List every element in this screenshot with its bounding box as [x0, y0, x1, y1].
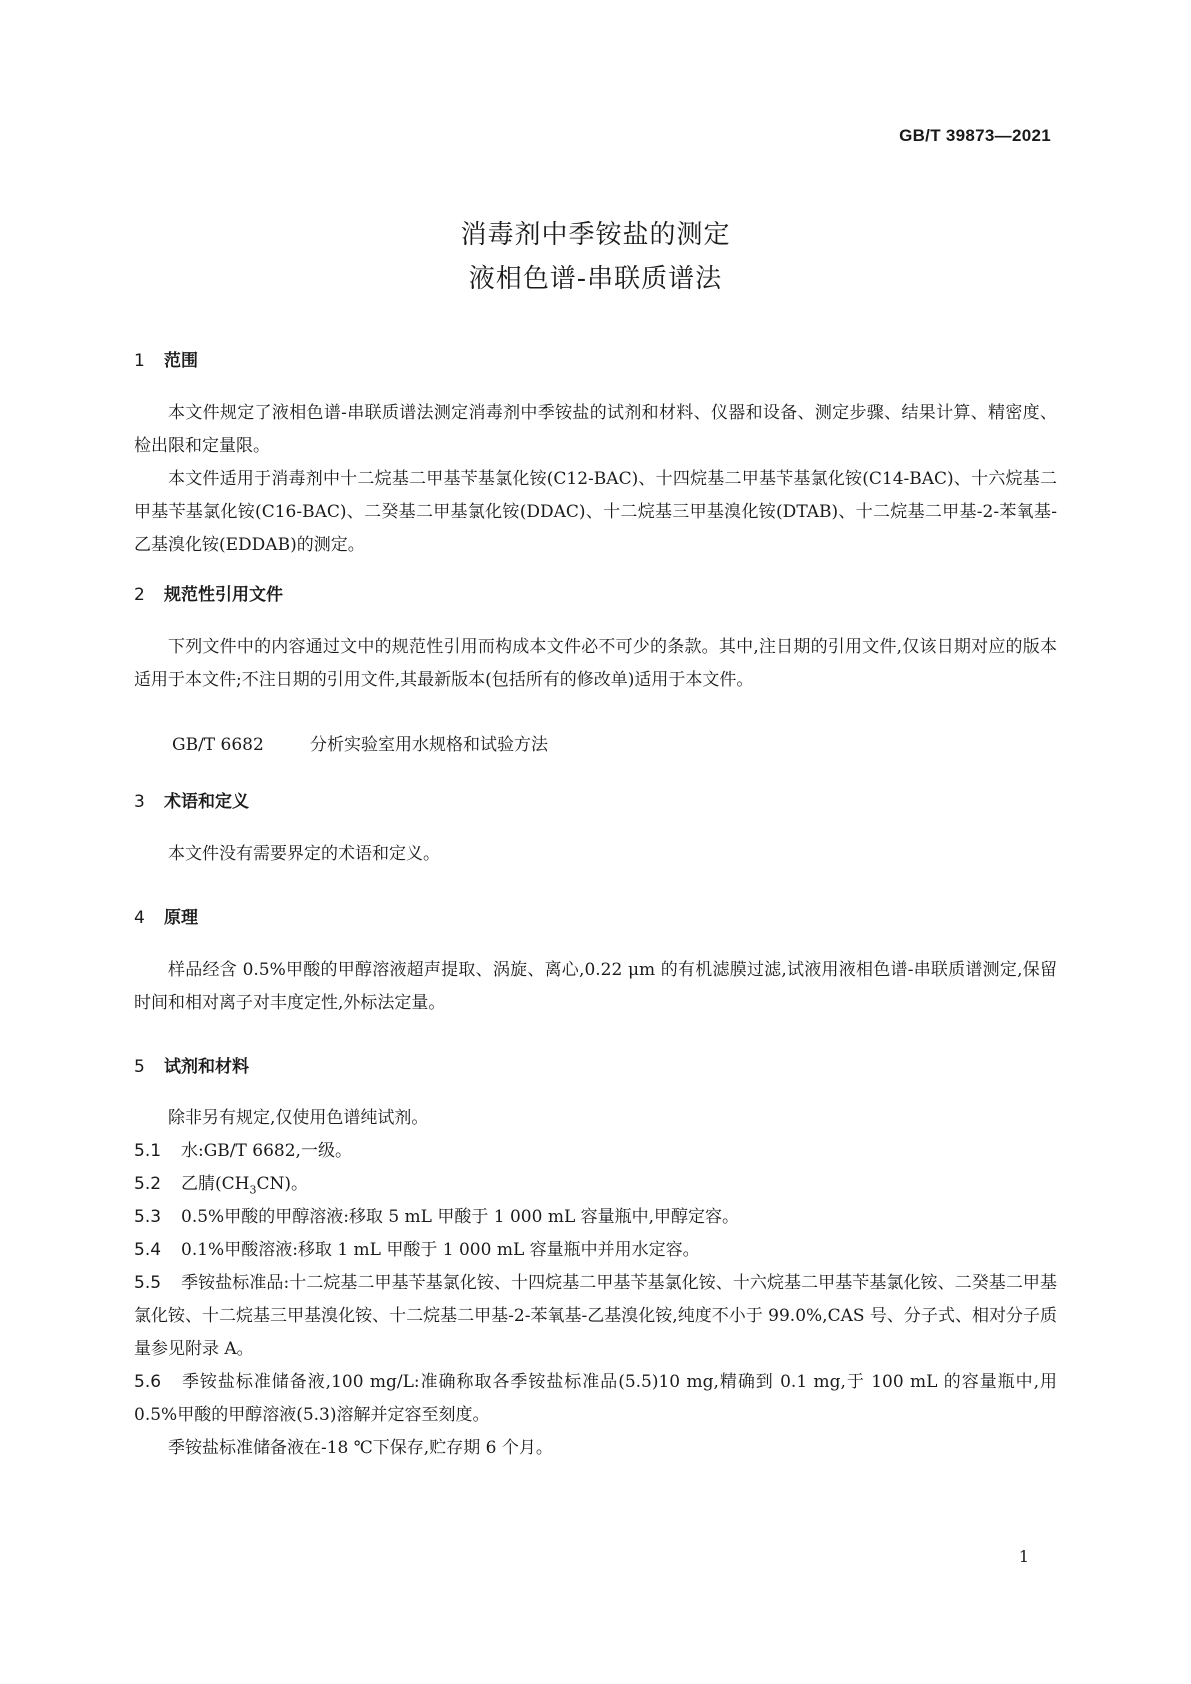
- section-3-paragraph-1: 本文件没有需要界定的术语和定义。: [168, 844, 440, 864]
- clause-number: 5.1: [134, 1141, 162, 1161]
- section-5-heading: [134, 1052, 249, 1077]
- section-title: 原理: [164, 908, 198, 928]
- section-title: 规范性引用文件: [164, 585, 283, 605]
- section-title: 范围: [164, 351, 198, 371]
- document-title: 消毒剂中季铵盐的测定: [460, 220, 731, 250]
- clause-number: 5.6: [134, 1372, 162, 1392]
- section-number: 5: [134, 1057, 145, 1077]
- clause-5-1: [134, 1135, 1057, 1168]
- section-4-heading: [134, 903, 198, 928]
- clause-text: 乙腈$(CH_3CN)$。: [181, 1174, 308, 1197]
- section-1-heading: [134, 346, 198, 371]
- section-1-paragraph-2: 本文件适用于消毒剂中十二烷基二甲基苄基氯化铵(C12-BAC)、十四烷基二甲基苄基氯化铵(C14-BAC)、十六烷基二甲基苄基氯化铵(C16-BAC)、二癸基二甲基氯化铵(DDAC)、十二烷基三甲基溴化铵(DTAB)、十二烷基二甲基-2-苯氧基-乙基溴化铵(EDDAB)的测定。: [134, 469, 1057, 555]
- clause-5-6: [134, 1366, 1057, 1432]
- section-3-heading: [134, 787, 249, 812]
- clause-5-4: [134, 1234, 1057, 1267]
- reference-code: GB/T 6682: [172, 735, 264, 755]
- clause-text: 水:GB/T 6682,一级。: [181, 1141, 352, 1161]
- section-title: 术语和定义: [164, 792, 249, 812]
- section-2-paragraph-1: 下列文件中的内容通过文中的规范性引用而构成本文件必不可少的条款。其中,注日期的引用文件,仅该日期对应的版本适用于本文件;不注日期的引用文件,其最新版本(包括所有的修改单)适用于本文件。: [134, 637, 1057, 690]
- document-subtitle: 液相色谱-串联质谱法: [468, 264, 723, 294]
- clause-text: 0.1%甲酸溶液:移取 1 mL 甲酸于 1 000 mL 容量瓶中并用水定容。: [181, 1240, 700, 1260]
- clause-text: 季铵盐标准储备液,100 mg/L:准确称取各季铵盐标准品(5.5)10 mg,精确到 0.1 mg,于 100 mL 的容量瓶中,用 0.5%甲酸的甲醇溶液(5.3)溶解并定容至刻度。: [134, 1372, 1057, 1425]
- clause-text: 0.5%甲酸的甲醇溶液:移取 5 mL 甲酸于 1 000 mL 容量瓶中,甲醇定容。: [181, 1207, 740, 1227]
- standard-code: GB/T 39873—2021: [899, 126, 1051, 145]
- section-4-paragraph-1: 样品经含 0.5%甲酸的甲醇溶液超声提取、涡旋、离心,0.22 μm 的有机滤膜过滤,试液用液相色谱-串联质谱测定,保留时间和相对离子对丰度定性,外标法定量。: [134, 960, 1057, 1013]
- clause-number: 5.5: [134, 1273, 162, 1293]
- section-number: 2: [134, 585, 145, 605]
- clause-number: 5.3: [134, 1207, 162, 1227]
- section-number: 4: [134, 908, 145, 928]
- normative-reference: [172, 730, 548, 755]
- section-number: 3: [134, 792, 145, 812]
- reference-title: 分析实验室用水规格和试验方法: [310, 735, 548, 755]
- clause-text: 季铵盐标准品:十二烷基二甲基苄基氯化铵、十四烷基二甲基苄基氯化铵、十六烷基二甲基苄基氯化铵、二癸基二甲基氯化铵、十二烷基三甲基溴化铵、十二烷基二甲基-2-苯氧基-乙基溴化铵,纯度不小于 99.0%,CAS 号、分子式、相对分子质量参见附录 A。: [134, 1273, 1057, 1359]
- clause-5-5: [134, 1267, 1057, 1366]
- section-2-heading: [134, 580, 283, 605]
- clause-number: 5.2: [134, 1174, 162, 1194]
- clause-5-3: [134, 1201, 1057, 1234]
- section-5-paragraph-1: 除非另有规定,仅使用色谱纯试剂。: [168, 1108, 429, 1128]
- clause-number: 5.4: [134, 1240, 162, 1260]
- section-1-paragraph-1: 本文件规定了液相色谱-串联质谱法测定消毒剂中季铵盐的试剂和材料、仪器和设备、测定步骤、结果计算、精密度、检出限和定量限。: [134, 403, 1057, 456]
- section-5-paragraph-2: 季铵盐标准储备液在-18 ℃下保存,贮存期 6 个月。: [168, 1438, 553, 1458]
- section-title: 试剂和材料: [164, 1057, 249, 1077]
- page-number: 1: [1018, 1547, 1029, 1566]
- section-number: 1: [134, 351, 145, 371]
